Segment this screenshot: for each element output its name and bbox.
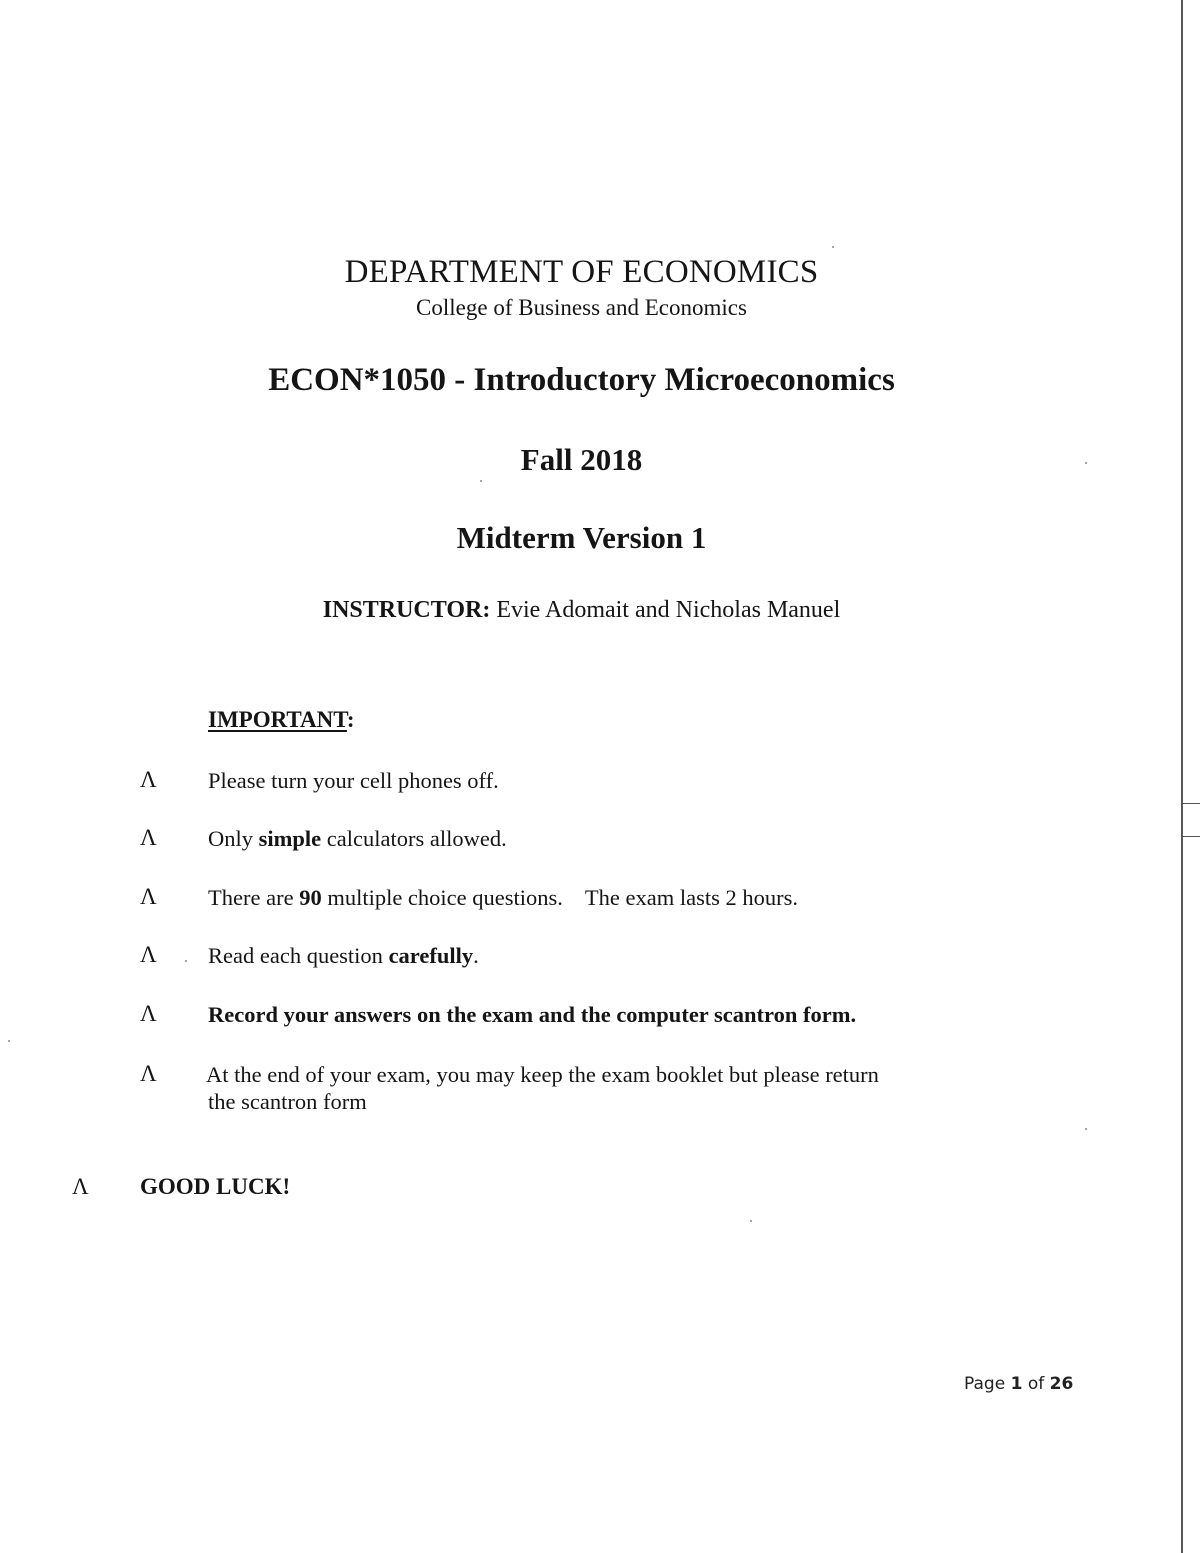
instruction-item: There are 90 multiple choice questions. The exam lasts 2 hours. — [208, 885, 798, 910]
term-title: Fall 2018 — [520, 442, 643, 477]
instruction-item: At the end of your exam, you may keep the exam booklet but please return the scantron form — [206, 1062, 879, 1114]
instruction-item: Record your answers on the exam and the computer scantron form. — [208, 1002, 857, 1027]
scan-speck — [832, 246, 834, 248]
college-subtitle: College of Business and Economics — [416, 295, 747, 320]
scan-speck — [750, 1220, 752, 1222]
bullet-symbol: Λ — [140, 884, 157, 909]
bullet-symbol: Λ — [140, 767, 157, 792]
bullet-symbol: Λ — [72, 1174, 89, 1199]
scan-speck — [480, 480, 482, 482]
bullet-symbol: Λ — [140, 825, 157, 850]
department-title: DEPARTMENT OF ECONOMICS — [344, 254, 819, 290]
important-heading: IMPORTANT: — [208, 707, 355, 732]
bullet-symbol: Λ — [140, 1001, 157, 1026]
scan-edge-tick — [1181, 836, 1200, 837]
instructor-line — [0, 597, 1163, 624]
scan-speck — [185, 960, 187, 962]
page-number: Page 1 of 26 — [964, 1374, 1074, 1394]
instruction-item: Please turn your cell phones off. — [208, 768, 499, 793]
instructor-label: INSTRUCTOR: — [322, 597, 491, 623]
course-title: ECON*1050 - Introductory Microeconomics — [268, 362, 895, 398]
bullet-symbol: Λ — [140, 942, 157, 967]
good-luck-text: GOOD LUCK! — [140, 1174, 291, 1199]
instruction-item: Only simple calculators allowed. — [208, 826, 507, 851]
scan-speck — [1085, 1128, 1087, 1130]
instructor-names: Evie Adomait and Nicholas Manuel — [496, 597, 841, 623]
scan-edge-tick — [1181, 803, 1200, 804]
exam-version: Midterm Version 1 — [456, 520, 707, 555]
instruction-item: Read each question carefully. — [208, 943, 479, 968]
scan-speck — [8, 1040, 10, 1042]
bullet-symbol: Λ — [140, 1061, 157, 1086]
scan-edge-line — [1181, 0, 1183, 1553]
